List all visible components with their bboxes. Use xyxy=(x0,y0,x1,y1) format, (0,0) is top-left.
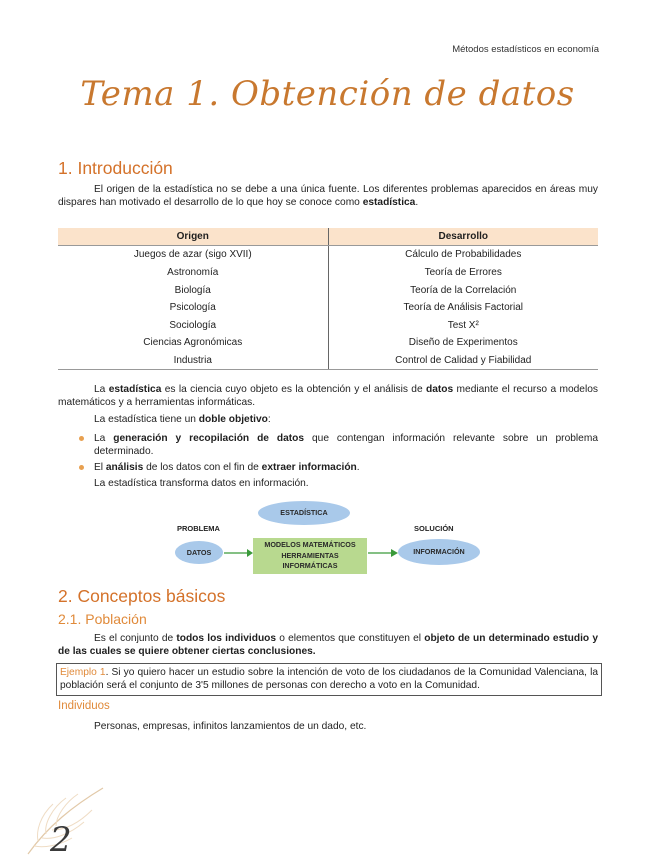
modelos-box xyxy=(253,538,367,574)
table-header-desarrollo: Desarrollo xyxy=(328,228,598,246)
table-cell: Biología xyxy=(58,281,328,299)
running-header: Métodos estadísticos en economía xyxy=(452,44,599,55)
table-cell: Astronomía xyxy=(58,264,328,282)
definition-paragraph: La estadística es la ciencia cuyo objeto es la obtención y el análisis de datos mediante el recurso a modelos matemáticos y a herramientas informáticas. xyxy=(58,384,598,409)
example-label: Ejemplo 1 xyxy=(60,667,106,678)
origin-development-table xyxy=(58,228,598,370)
section-heading-conceptos: 2. Conceptos básicos xyxy=(58,586,226,606)
list-item: El análisis de los datos con el fin de extraer información. xyxy=(58,461,598,474)
table-cell: Control de Calidad y Fiabilidad xyxy=(328,352,598,370)
solucion-label: SOLUCIÓN xyxy=(414,524,454,533)
table-row xyxy=(58,246,598,264)
modelos-label: MODELOS MATEMÁTICOS xyxy=(264,539,356,549)
page-number: 2 xyxy=(50,820,72,860)
table-row xyxy=(58,334,598,352)
informacion-ellipse: INFORMACIÓN xyxy=(398,539,480,565)
table-cell: Teoría de Errores xyxy=(424,266,502,278)
list-item: La generación y recopilación de datos que contengan información relevante sobre un problema determinado. xyxy=(58,432,598,459)
poblacion-paragraph: Es el conjunto de todos los individuos o elementos que constituyen el objeto de un determinado estudio y de las cuales se quiere obtener ciertas conclusiones. xyxy=(58,633,598,658)
table-cell: Teoría de la Correlación xyxy=(410,284,517,296)
problema-label: PROBLEMA xyxy=(177,524,220,533)
section-heading-introduccion: 1. Introducción xyxy=(58,158,173,178)
subsection-heading-poblacion: 2.1. Población xyxy=(58,611,147,627)
table-cell: Ciencias Agronómicas xyxy=(58,334,328,352)
table-header-row xyxy=(58,228,598,246)
intro-paragraph: El origen de la estadística no se debe a una única fuente. Los diferentes problemas aparecidos en áreas muy dispares han motivado el desarrollo de lo que hoy se conoce como estadística. xyxy=(58,184,598,209)
bullet-icon xyxy=(79,465,84,470)
table-cell: Teoría de Análisis Factorial xyxy=(403,302,523,314)
bullet-icon xyxy=(79,436,84,441)
estadistica-ellipse: ESTADÍSTICA xyxy=(258,501,350,525)
table-cell: Cálculo de Probabilidades xyxy=(405,249,522,261)
table-cell: Diseño de Experimentos xyxy=(408,337,518,349)
objective-paragraph: La estadística tiene un doble objetivo: xyxy=(94,414,271,425)
arrow-right-head xyxy=(391,549,398,557)
table-row xyxy=(58,299,598,317)
table-row xyxy=(58,264,598,282)
transform-paragraph: La estadística transforma datos en información. xyxy=(94,478,309,489)
table-cell: Psicología xyxy=(58,299,328,317)
table-row xyxy=(58,352,598,370)
herramientas-label: HERRAMIENTAS INFORMÁTICAS xyxy=(281,550,339,571)
table-cell: Sociología xyxy=(58,316,328,334)
table-cell: Juegos de azar (sigo XVII) xyxy=(58,246,328,264)
table-row xyxy=(58,316,598,334)
table-header-origen: Origen xyxy=(58,228,328,246)
table-row xyxy=(58,281,598,299)
table-cell: Industria xyxy=(58,352,328,370)
individuos-paragraph: Personas, empresas, infinitos lanzamientos de un dado, etc. xyxy=(94,721,367,732)
example-box: Ejemplo 1. Si yo quiero hacer un estudio sobre la intención de voto de los ciudadanos de la Comunidad Valenciana, la población será el conjunto de 3'5 millones de personas con derecho a voto en la Comunidad. xyxy=(56,663,602,696)
objectives-list xyxy=(58,432,598,476)
datos-ellipse: DATOS xyxy=(175,541,223,564)
individuos-heading: Individuos xyxy=(58,700,110,712)
table-cell: Test X² xyxy=(447,319,479,331)
page-title: Tema 1. Obtención de datos xyxy=(80,74,575,114)
